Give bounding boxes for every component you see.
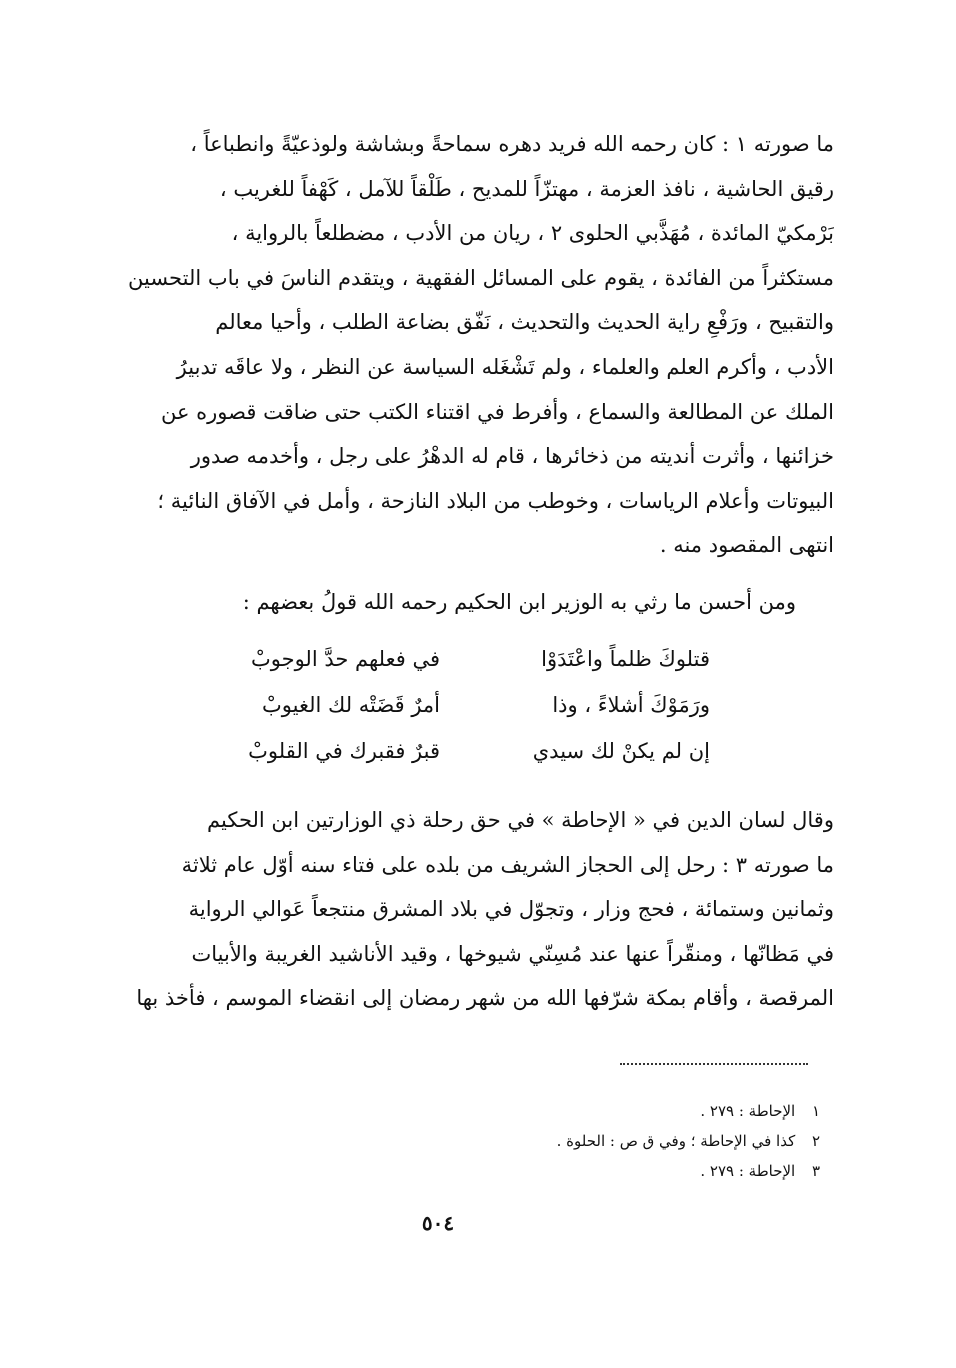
poem-verse xyxy=(200,728,710,774)
footnotes xyxy=(220,1096,820,1186)
text-line: رقيق الحاشية ، نافذ العزمة ، مهتزّاً للمديح ، طَلْقاً للآمل ، كَهْفاً للغريب ، xyxy=(219,176,834,201)
text-line: وقال لسان الدين في « الإحاطة » في حق رحلة ذي الوزارتين ابن الحكيم xyxy=(207,808,834,832)
first-hemistich: إن لم يكنْ لك سيدي xyxy=(532,739,710,763)
footnote-text: كذا في الإحاطة ؛ وفي ق ص : الحلوة . xyxy=(556,1132,796,1150)
footnote-number: ١ xyxy=(811,1102,820,1120)
poem-verse xyxy=(200,636,710,682)
text-line: بَرْمكيّ المائدة ، مُهَذَّبي الحلوى ٢ ، ريان من الأدب ، مضطلعاً بالرواية ، xyxy=(231,221,834,246)
text-line: في مَظانّها ، ومنقّراً عنها عند مُسِنّي شيوخها ، وقيد الأناشيد الغريبة والأبيات xyxy=(191,941,834,966)
text-line: انتهى المقصود منه . xyxy=(659,533,834,558)
first-hemistich: قتلوكَ ظلماً واعْتَدَوْا xyxy=(541,647,710,671)
footnote-item xyxy=(220,1096,820,1126)
footnote-text: الإحاطة : ٢٧٩ . xyxy=(700,1162,796,1180)
footnote-separator xyxy=(620,1063,808,1065)
second-hemistich: أمرٌ قَضَتْه لك الغيوبْ xyxy=(262,693,440,717)
page-number: ٥٠٤ xyxy=(421,1211,455,1235)
footnote-item xyxy=(220,1156,820,1186)
second-hemistich: في فعلهم حدَّ الوجوبْ xyxy=(250,647,440,671)
text-line: والتقبيح ، ورَفْعِ راية الحديث والتحديث ، نَفّق بضاعة الطلب ، وأحيا معالم xyxy=(215,310,834,335)
poem-verse xyxy=(200,682,710,728)
text-line: وثمانين وستمائة ، فحج وزار ، وتجوّل في بلاد المشرق منتجعاً عَوالي الرواية xyxy=(188,897,834,922)
text-line: ما صورته ١ : كان رحمه الله فريد دهره سماحةً وبشاشة ولوذعيّةً وانطباعاً ، xyxy=(190,132,834,156)
text-line: ما صورته ٣ : رحل إلى الحجاز الشريف من بلده على فتاء سنه أوّل عام ثلاثة xyxy=(181,852,834,877)
text-line: الملك عن المطالعة والسماع ، وأفرط في اقتناء الكتب حتى ضاقت قصوره عن xyxy=(160,399,834,424)
text-line: البيوتات وأعلام الرياسات ، وخوطب من البلاد النازحة ، وأمل في الآفاق النائية ؛ xyxy=(157,488,834,513)
poem-introduction: ومن أحسن ما رثي به الوزير ابن الحكيم رحمه الله قولُ بعضهم : xyxy=(242,590,796,614)
paragraph-biography xyxy=(122,122,834,568)
text-line: الأدب ، وأكرم العلم والعلماء ، ولم تَشْغَله السياسة عن النظر ، ولا عاقَه تدبيرُ xyxy=(176,354,834,379)
footnote-text: الإحاطة : ٢٧٩ . xyxy=(700,1102,796,1120)
footnote-number: ٣ xyxy=(811,1162,820,1180)
text-line: مستكثراً من الفائدة ، يقوم على المسائل الفقهية ، ويتقدم الناسَ في باب التحسين xyxy=(128,265,834,290)
first-hemistich: ورَمَوْكَ أشلاءً ، وذا xyxy=(552,693,710,717)
text-line: خزائنها ، وأثرت أنديته من ذخائرها ، قام له الدهْرُ على رجل ، وأخدمه صدور xyxy=(190,444,834,469)
paragraph-journey xyxy=(122,798,834,1021)
footnote-item xyxy=(220,1126,820,1156)
elegy-poem xyxy=(200,636,710,774)
text-line: المرقصة ، وأقام بمكة شرّفها الله من شهر رمضان إلى انقضاء الموسم ، فأخذ بها xyxy=(136,986,834,1011)
footnote-number: ٢ xyxy=(811,1132,820,1150)
second-hemistich: قبرٌ فقبرك في القلوبْ xyxy=(248,739,440,763)
